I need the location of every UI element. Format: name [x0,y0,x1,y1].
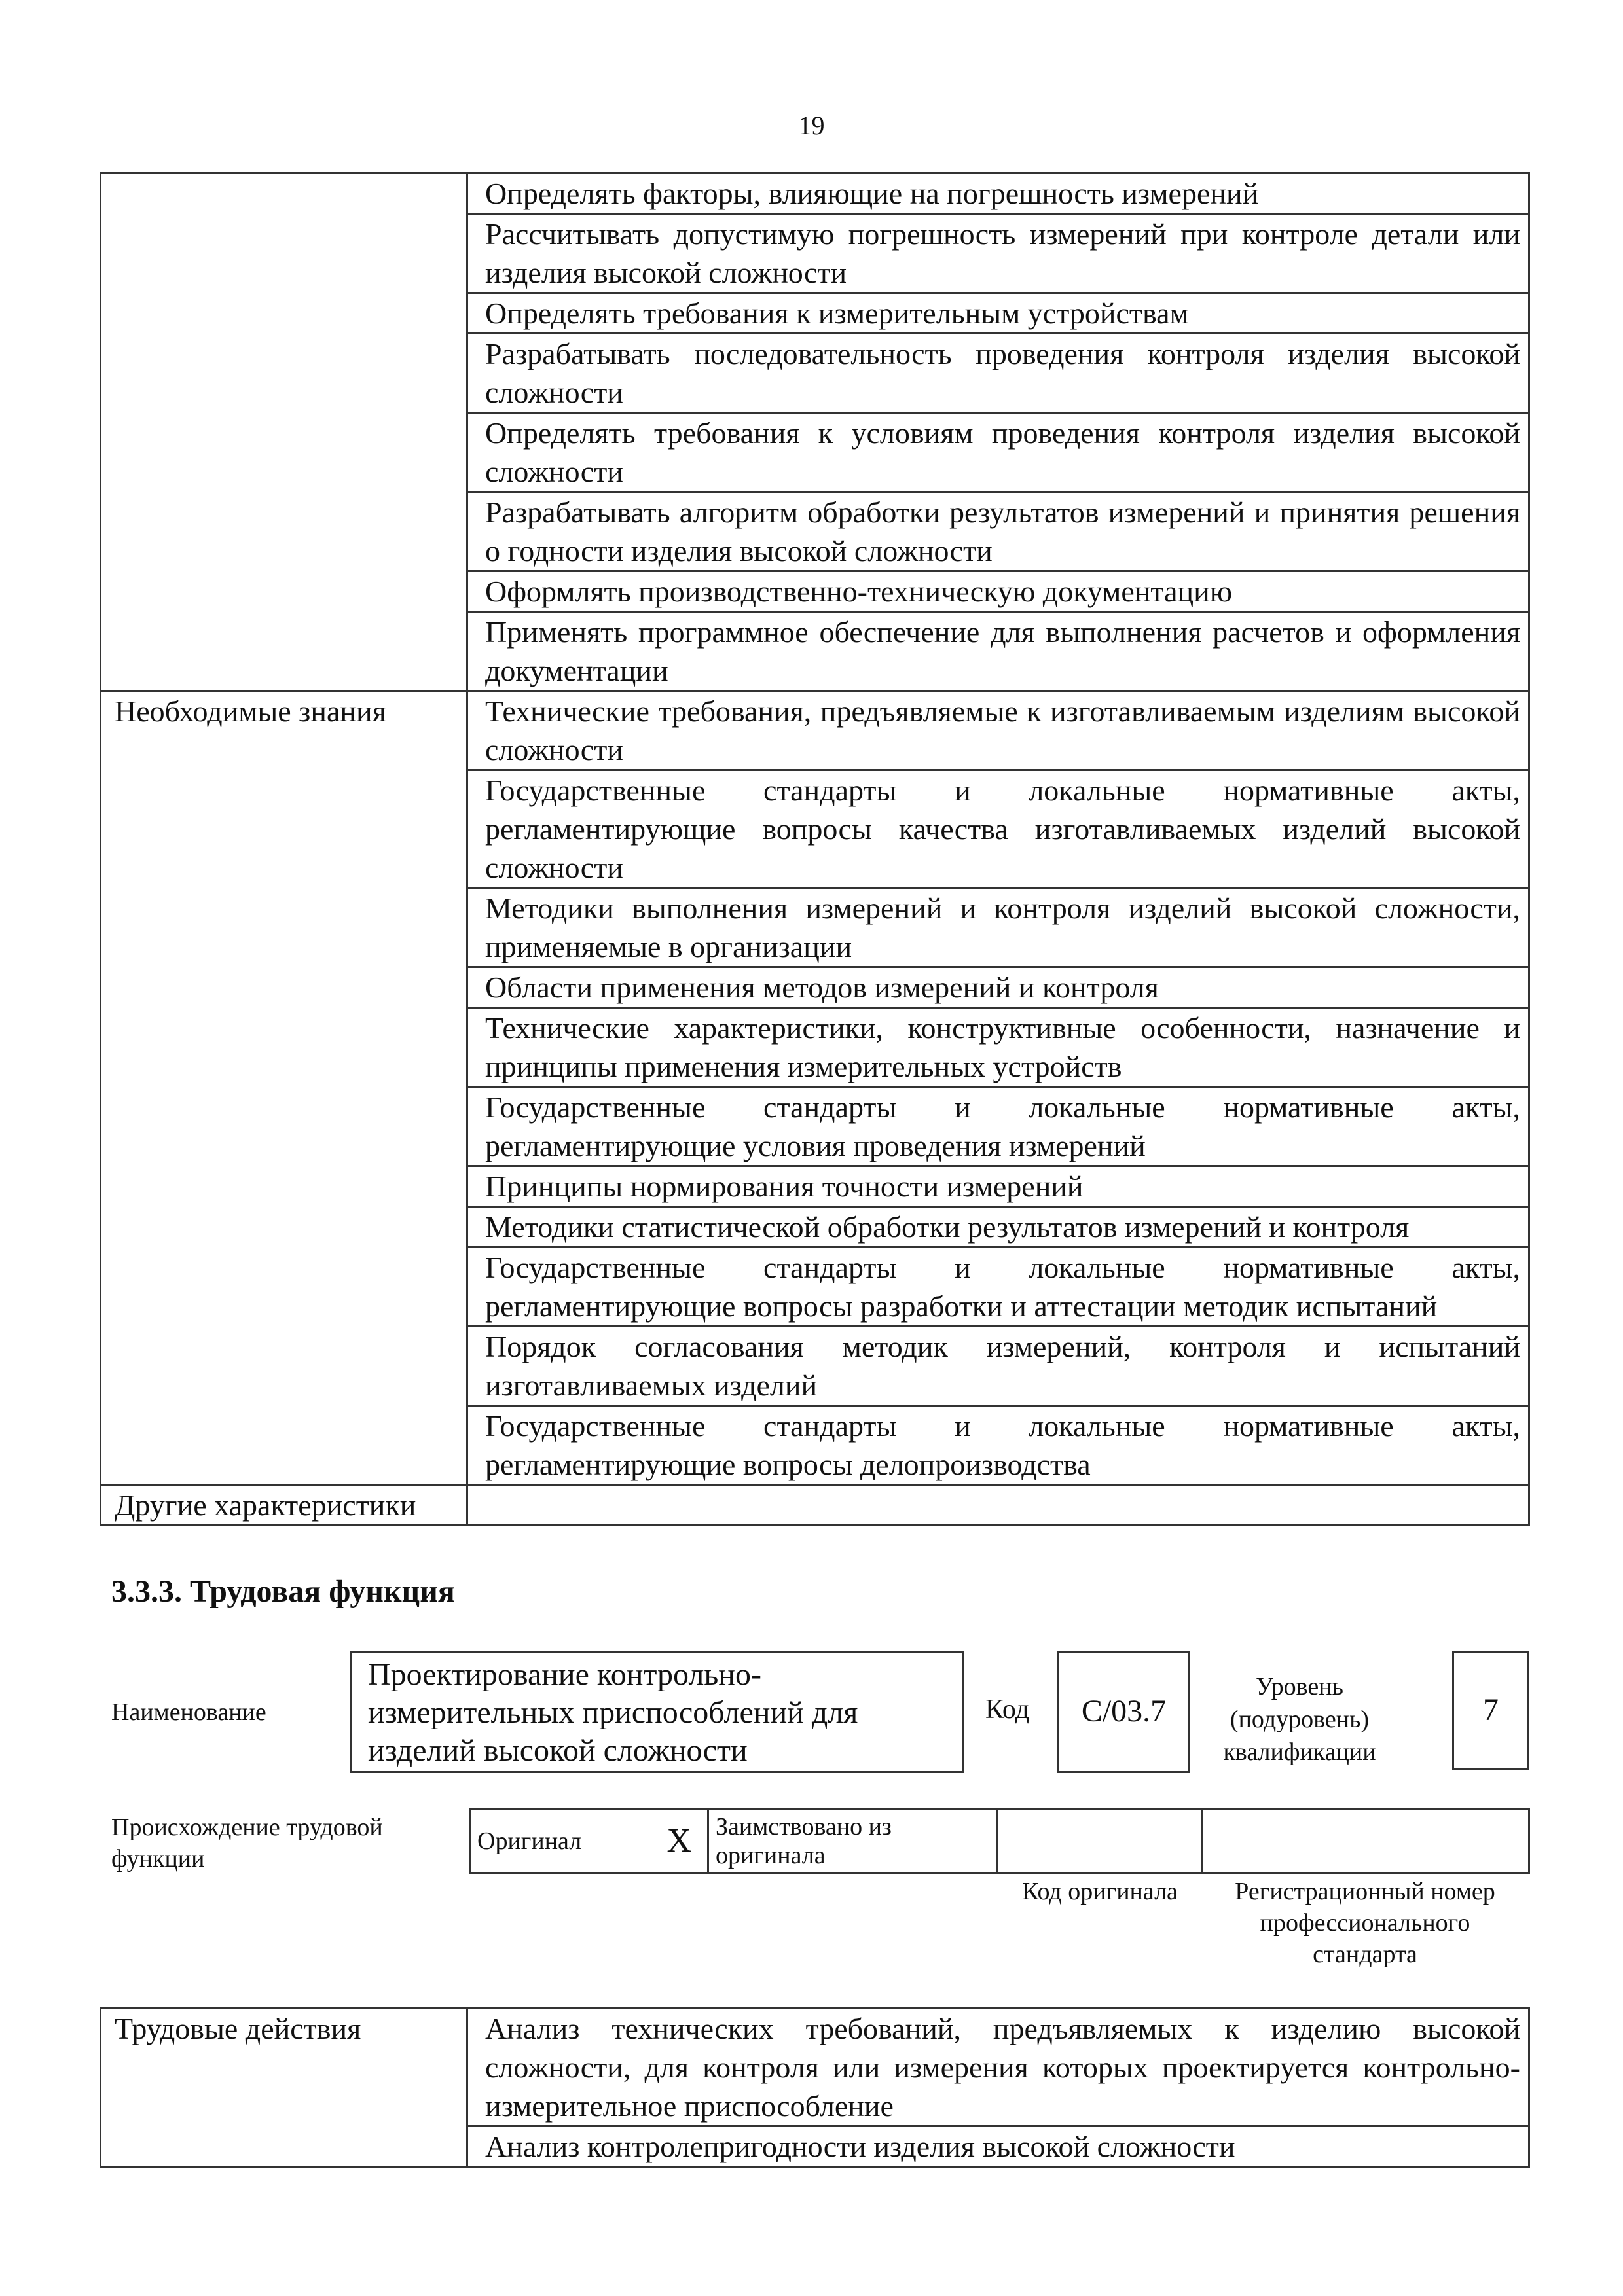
skills-label-cell [101,173,467,691]
level-value-box [1452,1651,1529,1770]
level-label: Уровень (подуровень) квалификации [1223,1673,1376,1766]
level-value: 7 [1483,1693,1499,1727]
section-heading: 3.3.3. Трудовая функция [111,1574,455,1609]
skill-item: Применять программное обеспечение для выполнения расчетов и оформления документации [467,612,1529,691]
knowledge-item: Государственные стандарты и локальные нормативные акты, регламентирующие вопросы качества изготавливаемых изделий высокой сложности [467,770,1529,888]
borrowed-label: Заимствовано из оригинала [708,1810,998,1873]
code-value: C/03.7 [1081,1694,1167,1729]
name-label: Наименование [111,1698,266,1726]
knowledge-item: Государственные стандарты и локальные нормативные акты, регламентирующие вопросы разработки и аттестации методик испытаний [467,1247,1529,1327]
knowledge-item: Методики выполнения измерений и контроля изделий высокой сложности, применяемые в организации [467,888,1529,967]
knowledge-item: Технические требования, предъявляемые к изготавливаемым изделиям высокой сложности [467,691,1529,770]
original-label: Оригинал [477,1827,582,1855]
original-cell [470,1810,708,1873]
skill-item: Оформлять производственно-техническую документацию [467,571,1529,612]
competency-table [100,172,1530,1526]
knowledge-item: Методики статистической обработки результатов измерений и контроля [467,1207,1529,1247]
reg-number-caption: Регистрационный номер профессионального стандарта [1235,1878,1495,1968]
knowledge-item: Порядок согласования методик измерений, контроля и испытаний изготавливаемых изделий [467,1327,1529,1406]
labor-action-item: Анализ технических требований, предъявляемых к изделию высокой сложности, для контроля или измерения которых проектируется контрольно-измерительное приспособление [467,2009,1529,2126]
name-value: Проектирование контрольно-измерительных приспособлений для изделий высокой сложности [368,1657,858,1768]
labor-actions-label: Трудовые действия [101,2009,467,2167]
skill-item: Определять факторы, влияющие на погрешность измерений [467,173,1529,214]
code-value-box [1057,1651,1190,1773]
knowledge-label: Необходимые знания [101,691,467,1485]
other-label: Другие характеристики [101,1485,467,1526]
knowledge-item: Государственные стандарты и локальные нормативные акты, регламентирующие условия проведения измерений [467,1087,1529,1166]
code-label: Код [985,1695,1030,1725]
name-value-box [350,1651,964,1773]
other-value [467,1485,1529,1526]
reg-number-cell [1202,1810,1529,1873]
skill-item: Определять требования к измерительным устройствам [467,293,1529,334]
origin-table [469,1808,1530,1874]
knowledge-item: Государственные стандарты и локальные нормативные акты, регламентирующие вопросы делопроизводства [467,1406,1529,1485]
knowledge-item: Области применения методов измерений и контроля [467,967,1529,1008]
page-number: 19 [798,111,825,140]
skill-item: Рассчитывать допустимую погрешность измерений при контроле детали или изделия высокой сложности [467,214,1529,293]
code-original-caption: Код оригинала [1022,1878,1178,1905]
skill-item: Определять требования к условиям проведения контроля изделия высокой сложности [467,413,1529,492]
original-mark: X [666,1822,691,1859]
code-original-cell [998,1810,1202,1873]
labor-actions-table [100,2007,1530,2168]
skill-item: Разрабатывать алгоритм обработки результатов измерений и принятия решения о годности изделия высокой сложности [467,492,1529,571]
knowledge-item: Принципы нормирования точности измерений [467,1166,1529,1207]
origin-label: Происхождение трудовой функции [111,1814,383,1873]
skill-item: Разрабатывать последовательность проведения контроля изделия высокой сложности [467,334,1529,413]
knowledge-item: Технические характеристики, конструктивные особенности, назначение и принципы применения измерительных устройств [467,1008,1529,1087]
labor-action-item: Анализ контролепригодности изделия высокой сложности [467,2126,1529,2167]
